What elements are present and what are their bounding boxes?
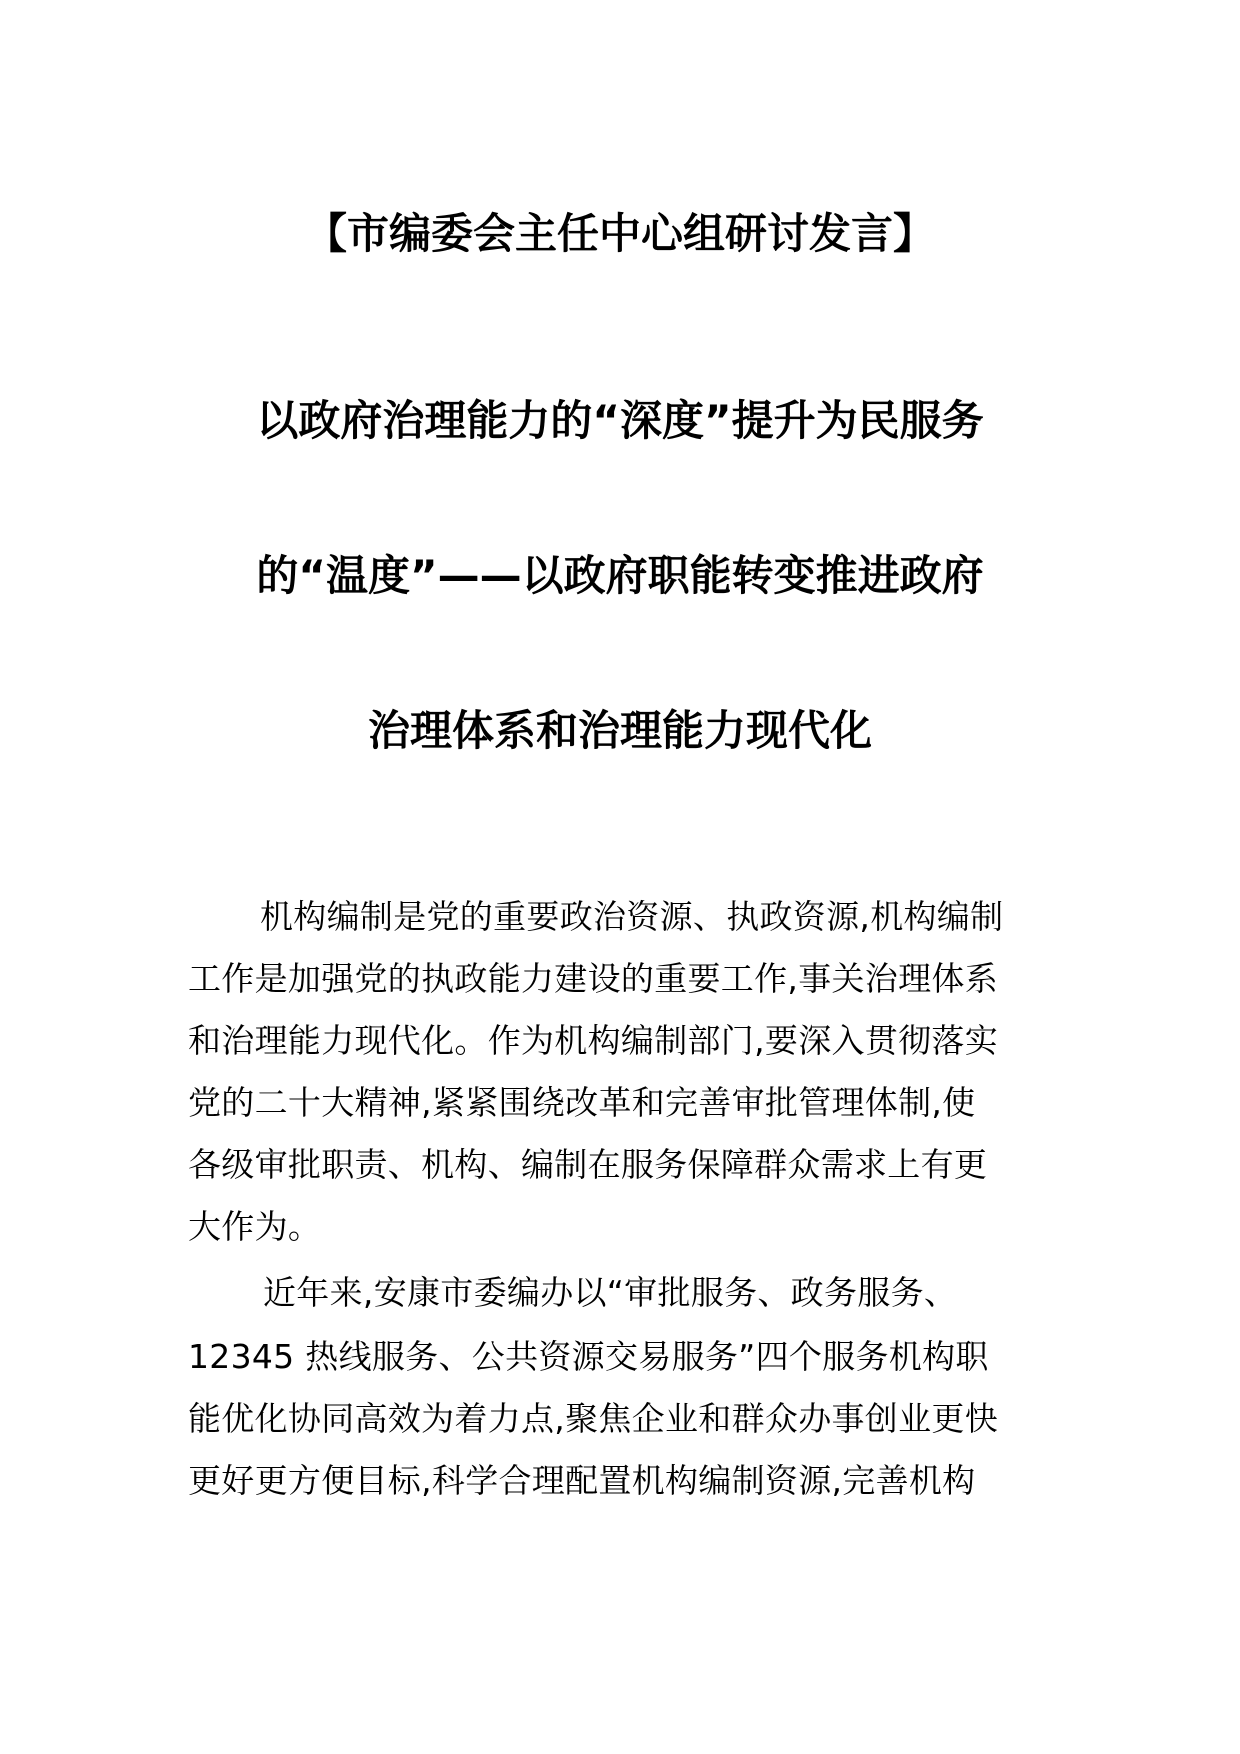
body-line-5: 各级审批职责、机构、编制在服务保障群众需求上有更 (188, 1145, 988, 1184)
body-line-1: 机构编制是党的重要政治资源、执政资源,机构编制 (260, 897, 1004, 936)
body-line-10: 更好更方便目标,科学合理配置机构编制资源,完善机构 (188, 1461, 976, 1500)
body-line-8: 12345 热线服务、公共资源交易服务”四个服务机构职 (188, 1337, 989, 1376)
body-line-6: 大作为。 (188, 1207, 322, 1246)
body-line-7: 近年来,安康市委编办以“审批服务、政务服务、 (263, 1273, 958, 1312)
body-line-9: 能优化协同高效为着力点,聚焦企业和群众办事创业更快 (188, 1399, 998, 1438)
document-kicker: 【市编委会主任中心组研讨发言】 (304, 209, 935, 258)
document-title-line-1: 以政府治理能力的“深度”提升为民服务 (256, 396, 984, 445)
body-line-4: 党的二十大精神,紧紧围绕改革和完善审批管理体制,使 (188, 1083, 976, 1122)
body-line-2: 工作是加强党的执政能力建设的重要工作,事关治理体系 (188, 959, 998, 998)
document-title-line-3: 治理体系和治理能力现代化 (367, 706, 872, 755)
body-line-3: 和治理能力现代化。作为机构编制部门,要深入贯彻落实 (188, 1021, 998, 1060)
document-title-line-2: 的“温度”——以政府职能转变推进政府 (256, 551, 984, 600)
